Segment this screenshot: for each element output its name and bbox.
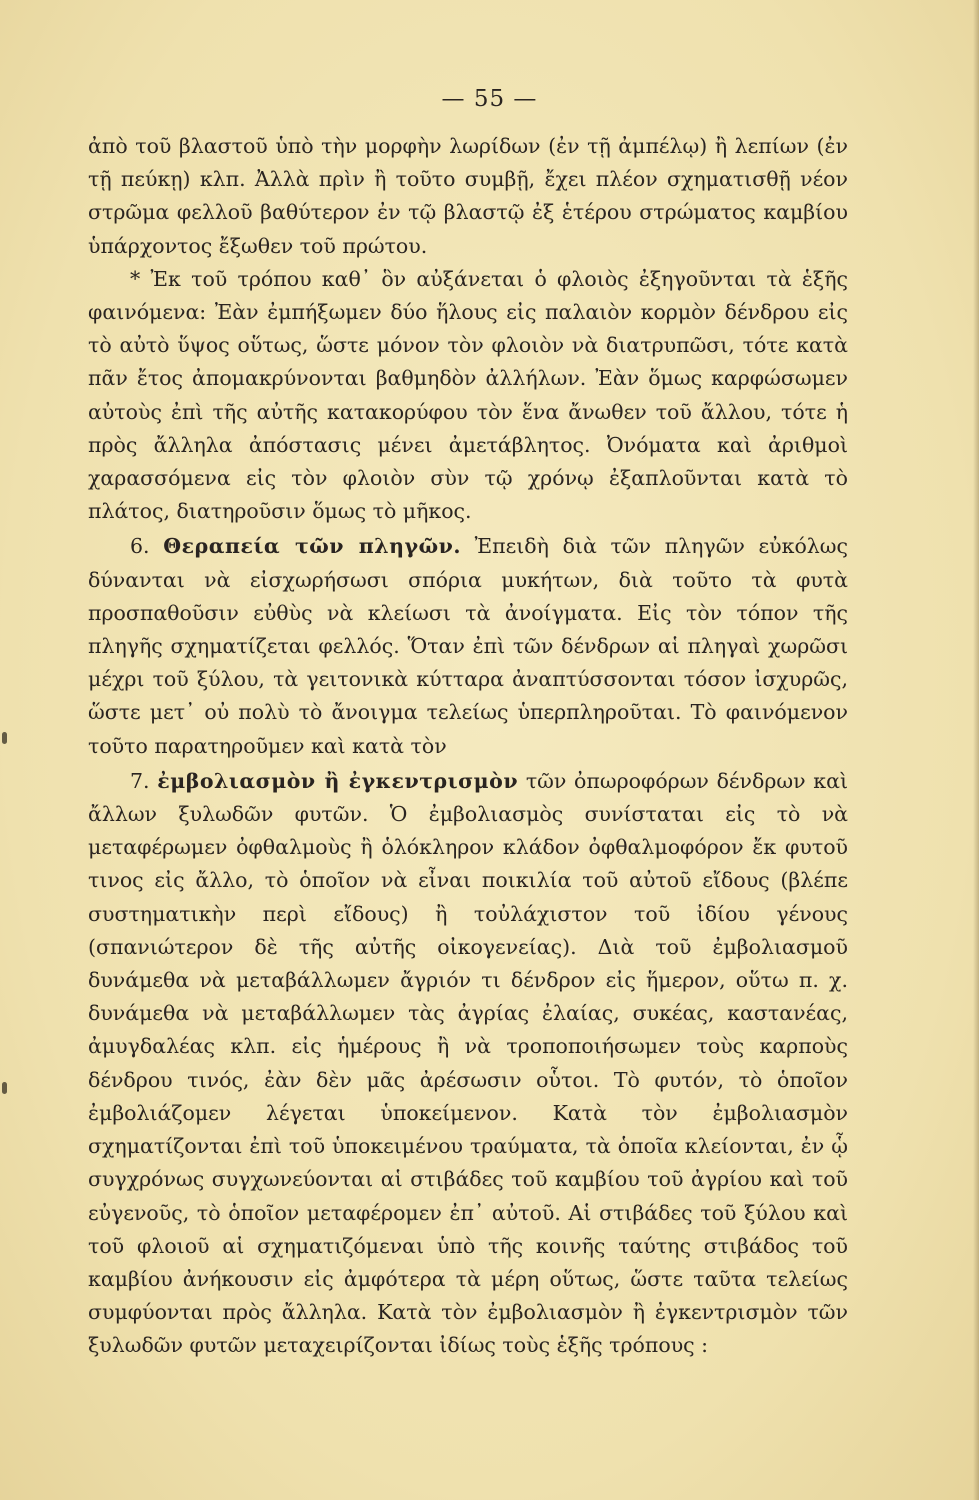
section-7-body: τῶν ὀπωροφόρων δένδρων καὶ ἄλλων ξυλωδῶν φυτῶν. Ὁ ἐμβολιασμὸς συνίσταται εἰς τὸ νὰ μεταφέρωμεν ὀφθαλμοὺς ἢ ὁλόκληρον κλάδον ὀφθαλμοφόρον ἔκ φυτοῦ τινος εἰς ἄλλο, τὸ ὁποῖον νὰ εἶναι ποικιλία τοῦ αὐτοῦ εἴδους (βλέπε συστηματικὴν περὶ εἴδους) ἢ τοὐλάχιστον τοῦ ἰδίου γένους (σπανιώτερον δὲ τῆς αὐτῆς οἰκογενείας). Διὰ τοῦ ἐμβολιασμοῦ δυνάμεθα νὰ μεταβάλλωμεν ἄγριόν τι δένδρον εἰς ἥμερον, οὕτω π. χ. δυνάμεθα νὰ μεταβάλλωμεν τὰς ἀγρίας ἐλαίας, συκέας, καστανέας, ἀμυγδαλέας κλπ. εἰς ἡμέρους ἢ νὰ τροποποιήσωμεν τοὺς καρποὺς δένδρου τινός, ἐὰν δὲν μᾶς ἀρέσωσιν οὗτοι. Τὸ φυτόν, τὸ ὁποῖον ἐμβολιάζομεν λέγεται ὑποκείμενον. Κατὰ τὸν ἐμβολιασμὸν σχηματίζονται ἐπὶ τοῦ ὑποκειμένου τραύματα, τὰ ὁποῖα κλείονται, ἐν ᾧ συγχρόνως συγχωνεύονται αἱ στιβάδες τοῦ καμβίου τοῦ ἀγρίου καὶ τοῦ εὐγενοῦς, τὸ ὁποῖον μεταφέρομεν ἐπ᾽ αὐτοῦ. Αἱ στιβάδες τοῦ ξύλου καὶ τοῦ φλοιοῦ αἱ σχηματιζόμεναι ὑπὸ τῆς κοινῆς ταύτης στιβάδος τοῦ καμβίου ἀνήκουσιν εἰς ἀμφότερα τὰ μέρη οὕτως, ὥστε ταῦτα τελείως συμφύονται πρὸς ἄλληλα. Κατὰ τὸν ἐμβολιασμὸν ἢ ἐγκεντρισμὸν τῶν ξυλωδῶν φυτῶν μεταχειρίζονται ἰδίως τοὺς ἑξῆς τρόπους : (88, 768, 848, 1358)
binding-mark (2, 732, 7, 744)
section-7-number: 7. (130, 768, 150, 793)
section-6-number: 6. (130, 534, 150, 559)
paragraph-continuation: ἀπὸ τοῦ βλαστοῦ ὑπὸ τὴν μορφὴν λωρίδων (ἐν τῇ ἀμπέλῳ) ἢ λεπίων (ἐν τῇ πεύκῃ) κλπ. Ἀλλὰ πρὶν ἢ τοῦτο συμβῇ, ἔχει πλέον σχηματισθῇ νέον στρῶμα φελλοῦ βαθύτερον ἐν τῷ βλαστῷ ἐξ ἑτέρου στρώματος καμβίου ὑπάρχοντος ἔξωθεν τοῦ πρώτου. (88, 134, 848, 258)
section-6 (88, 530, 848, 762)
body-text (88, 130, 848, 1363)
section-7 (88, 765, 848, 1363)
section-6-heading: Θεραπεία τῶν πληγῶν. (163, 534, 461, 559)
section-7-heading: ἐμβολιασμὸν ἢ ἐγκεντρισμὸν (157, 768, 519, 793)
page-number: — 55 — (441, 86, 538, 112)
section-6-body: Ἐπειδὴ διὰ τῶν πληγῶν εὐκόλως δύνανται νὰ εἰσχωρήσωσι σπόρια μυκήτων, διὰ τοῦτο τὰ φυτὰ προσπαθοῦσιν εὐθὺς νὰ κλείωσι τὰ ἀνοίγματα. Εἰς τὸν τόπον τῆς πληγῆς σχηματίζεται φελλός. Ὅταν ἐπὶ τῶν δένδρων αἱ πληγαὶ χωρῶσι μέχρι τοῦ ξύλου, τὰ γειτονικὰ κύτταρα ἀναπτύσσονται τόσον ἰσχυρῶς, ὥστε μετ᾽ οὐ πολὺ τὸ ἄνοιγμα τελείως ὑπερπληροῦται. Τὸ φαινόμενον τοῦτο παρατηροῦμεν καὶ κατὰ τὸν (88, 534, 848, 758)
page-edge-shadow (973, 0, 979, 1500)
paragraph-footnote: * Ἐκ τοῦ τρόπου καθ᾽ ὃν αὐξάνεται ὁ φλοιὸς ἐξηγοῦνται τὰ ἑξῆς φαινόμενα: Ἐὰν ἐμπήξωμεν δύο ἥλους εἰς παλαιὸν κορμὸν δένδρου εἰς τὸ αὐτὸ ὕψος οὕτως, ὥστε μόνον τὸν φλοιὸν νὰ διατρυπῶσι, τότε κατὰ πᾶν ἔτος ἀπομακρύνονται βαθμηδὸν ἀλλήλων. Ἐὰν ὅμως καρφώσωμεν αὐτοὺς ἐπὶ τῆς αὐτῆς κατακορύφου τὸν ἕνα ἄνωθεν τοῦ ἄλλου, τότε ἡ πρὸς ἄλληλα ἀπόστασις μένει ἀμετάβλητος. Ὀνόματα καὶ ἀριθμοὶ χαρασσόμενα εἰς τὸν φλοιὸν σὺν τῷ χρόνῳ ἐξαπλοῦνται κατὰ τὸ πλάτος, διατηροῦσιν ὅμως τὸ μῆκος. (88, 266, 848, 524)
binding-mark (2, 1082, 7, 1094)
